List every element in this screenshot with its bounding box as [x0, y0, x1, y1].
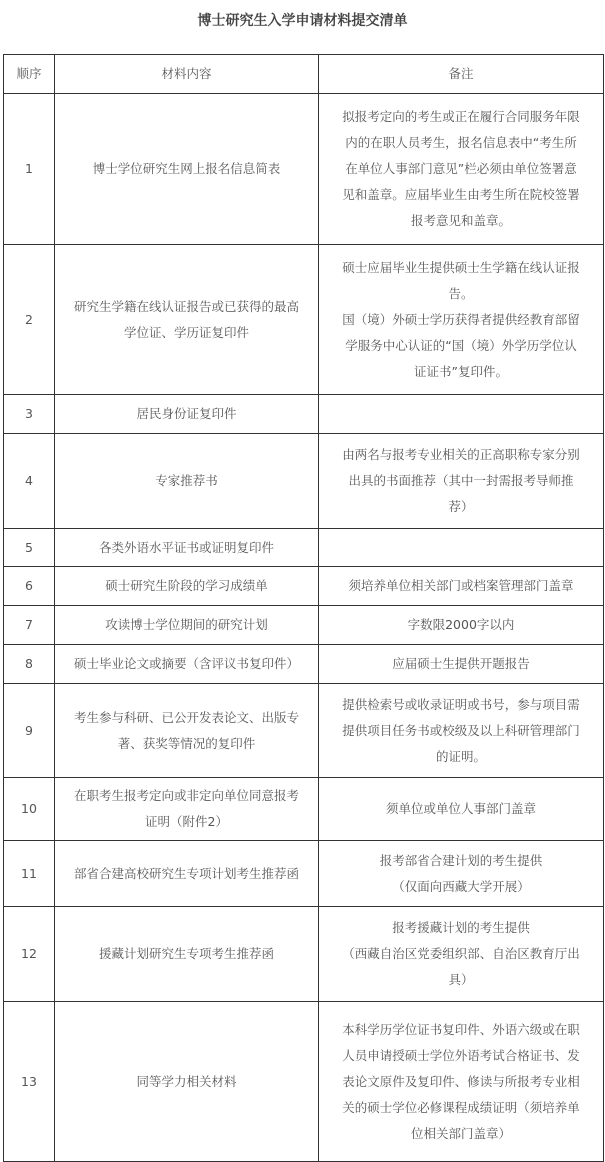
- material-line: 各类外语水平证书或证明复印件: [98, 539, 274, 555]
- material-line: 部省合建高校研究生专项计划考生推荐函: [73, 865, 299, 881]
- row-note: [319, 645, 604, 684]
- material-line: 同等学力相关材料: [136, 1073, 237, 1089]
- row-material: [55, 94, 319, 245]
- row-seq: 8: [4, 645, 55, 684]
- table-row: [4, 395, 604, 434]
- row-seq: 7: [4, 606, 55, 645]
- row-seq: 1: [4, 94, 55, 245]
- row-seq: 12: [4, 907, 55, 1002]
- note-line: 表论文原件及复印件、修读与所报考专业相: [342, 1073, 580, 1089]
- table-row: [4, 684, 604, 778]
- table-row: [4, 778, 604, 841]
- table-row: [4, 94, 604, 245]
- row-note: [319, 567, 604, 606]
- header-material: 材料内容: [55, 55, 319, 94]
- row-note: [319, 684, 604, 778]
- note-line: 国（境）外硕士学历获得者提供经教育部留: [342, 311, 580, 327]
- note-line: 拟报考定向的考生或正在履行合同服务年限: [342, 109, 580, 124]
- note-line: （西藏自治区党委组织部、自治区教育厅出: [342, 946, 580, 961]
- note-line: 字数限2000字以内: [407, 617, 515, 632]
- material-line: 研究生学籍在线认证报告或已获得的最高: [73, 298, 299, 314]
- row-material: [55, 606, 319, 645]
- note-line: 位相关部门盖章）: [410, 1125, 511, 1141]
- note-line: （仅面向西藏大学开展）: [392, 878, 530, 894]
- note-line: 荐）: [448, 499, 474, 514]
- note-line: 硕士应届毕业生提供硕士生学籍在线认证报: [342, 259, 580, 275]
- note-line: 提供项目任务书或校级及以上科研管理部门: [342, 722, 580, 738]
- note-line: 须培养单位相关部门或档案管理部门盖章: [348, 578, 574, 593]
- note-line: 人员申请授硕士学位外语考试合格证书、发: [342, 1047, 580, 1063]
- row-material: [55, 1002, 319, 1162]
- note-line: 应届硕士生提供开题报告: [392, 656, 530, 671]
- row-material: [55, 841, 319, 907]
- note-line: 证证书”复印件。: [414, 363, 508, 379]
- row-material: [55, 434, 319, 529]
- row-seq: 6: [4, 567, 55, 606]
- note-line: 报考援藏计划的考生提供: [392, 920, 530, 935]
- table-header-row: [4, 55, 604, 94]
- material-line: 著、获奖等情况的复印件: [117, 735, 256, 751]
- row-seq: 4: [4, 434, 55, 529]
- material-line: 援藏计划研究生专项考生推荐函: [98, 946, 274, 961]
- row-material: [55, 907, 319, 1002]
- note-line: 具）: [448, 972, 474, 987]
- note-line: 内的在职人员考生，报名信息表中“考生所: [345, 135, 577, 150]
- row-note: [319, 434, 604, 529]
- note-line: 由两名与报考专业相关的正高职称专家分别: [342, 447, 580, 462]
- table-row: [4, 606, 604, 645]
- materials-checklist-table: [3, 54, 604, 1162]
- row-note: [319, 395, 604, 434]
- row-material: [55, 778, 319, 841]
- table-row: [4, 1002, 604, 1162]
- table-row: [4, 434, 604, 529]
- table-row: [4, 529, 604, 567]
- note-line: 的证明。: [435, 748, 486, 764]
- row-seq: 11: [4, 841, 55, 907]
- note-line: 关的硕士学位必修课程成绩证明（须培养单: [342, 1099, 580, 1115]
- material-line: 专家推荐书: [155, 473, 218, 488]
- material-line: 居民身份证复印件: [136, 406, 237, 421]
- row-note: [319, 778, 604, 841]
- row-material: [55, 567, 319, 606]
- material-line: 在职考生报考定向或非定向单位同意报考: [73, 788, 299, 803]
- row-material: [55, 684, 319, 778]
- row-note: [319, 907, 604, 1002]
- row-seq: 2: [4, 245, 55, 395]
- row-seq: 9: [4, 684, 55, 778]
- row-seq: 10: [4, 778, 55, 841]
- note-line: 提供检索号或收录证明或书号，参与项目需: [342, 696, 580, 712]
- note-line: 在单位人事部门意见”栏必须由单位签署意: [345, 161, 577, 176]
- row-material: [55, 395, 319, 434]
- material-line: 证明（附件2）: [145, 814, 228, 829]
- table-row: [4, 567, 604, 606]
- material-line: 硕士研究生阶段的学习成绩单: [105, 578, 268, 593]
- row-note: [319, 606, 604, 645]
- row-note: [319, 841, 604, 907]
- note-line: 见和盖章。应届毕业生由考生所在院校签署: [342, 187, 580, 202]
- note-line: 本科学历学位证书复印件、外语六级或在职: [342, 1021, 580, 1037]
- material-line: 考生参与科研、已公开发表论文、出版专: [73, 709, 299, 725]
- table-row: [4, 907, 604, 1002]
- note-line: 学服务中心认证的“国（境）外学历学位认: [345, 337, 577, 353]
- material-line: 攻读博士学位期间的研究计划: [105, 617, 268, 632]
- row-note: [319, 529, 604, 567]
- material-line: 硕士毕业论文或摘要（含评议书复印件）: [73, 656, 299, 671]
- material-line: 博士学位研究生网上报名信息简表: [92, 161, 281, 176]
- table-row: [4, 645, 604, 684]
- table-row: [4, 841, 604, 907]
- page-title: 博士研究生入学申请材料提交清单: [197, 13, 408, 29]
- row-material: [55, 645, 319, 684]
- table-body: [4, 94, 604, 1162]
- table-row: [4, 245, 604, 395]
- note-line: 告。: [448, 285, 474, 301]
- note-line: 报考部省合建计划的考生提供: [379, 852, 543, 868]
- row-seq: 5: [4, 529, 55, 567]
- row-seq: 3: [4, 395, 55, 434]
- row-note: [319, 245, 604, 395]
- note-line: 报考意见和盖章。: [410, 213, 511, 228]
- material-line: 学位证、学历证复印件: [123, 324, 249, 340]
- note-line: 出具的书面推荐（其中一封需报考导师推: [348, 473, 574, 488]
- row-material: [55, 245, 319, 395]
- row-seq: 13: [4, 1002, 55, 1162]
- row-note: [319, 94, 604, 245]
- row-material: [55, 529, 319, 567]
- row-note: [319, 1002, 604, 1162]
- header-seq: 顺序: [4, 55, 55, 94]
- note-line: 须单位或单位人事部门盖章: [385, 801, 536, 816]
- header-note: 备注: [319, 55, 604, 94]
